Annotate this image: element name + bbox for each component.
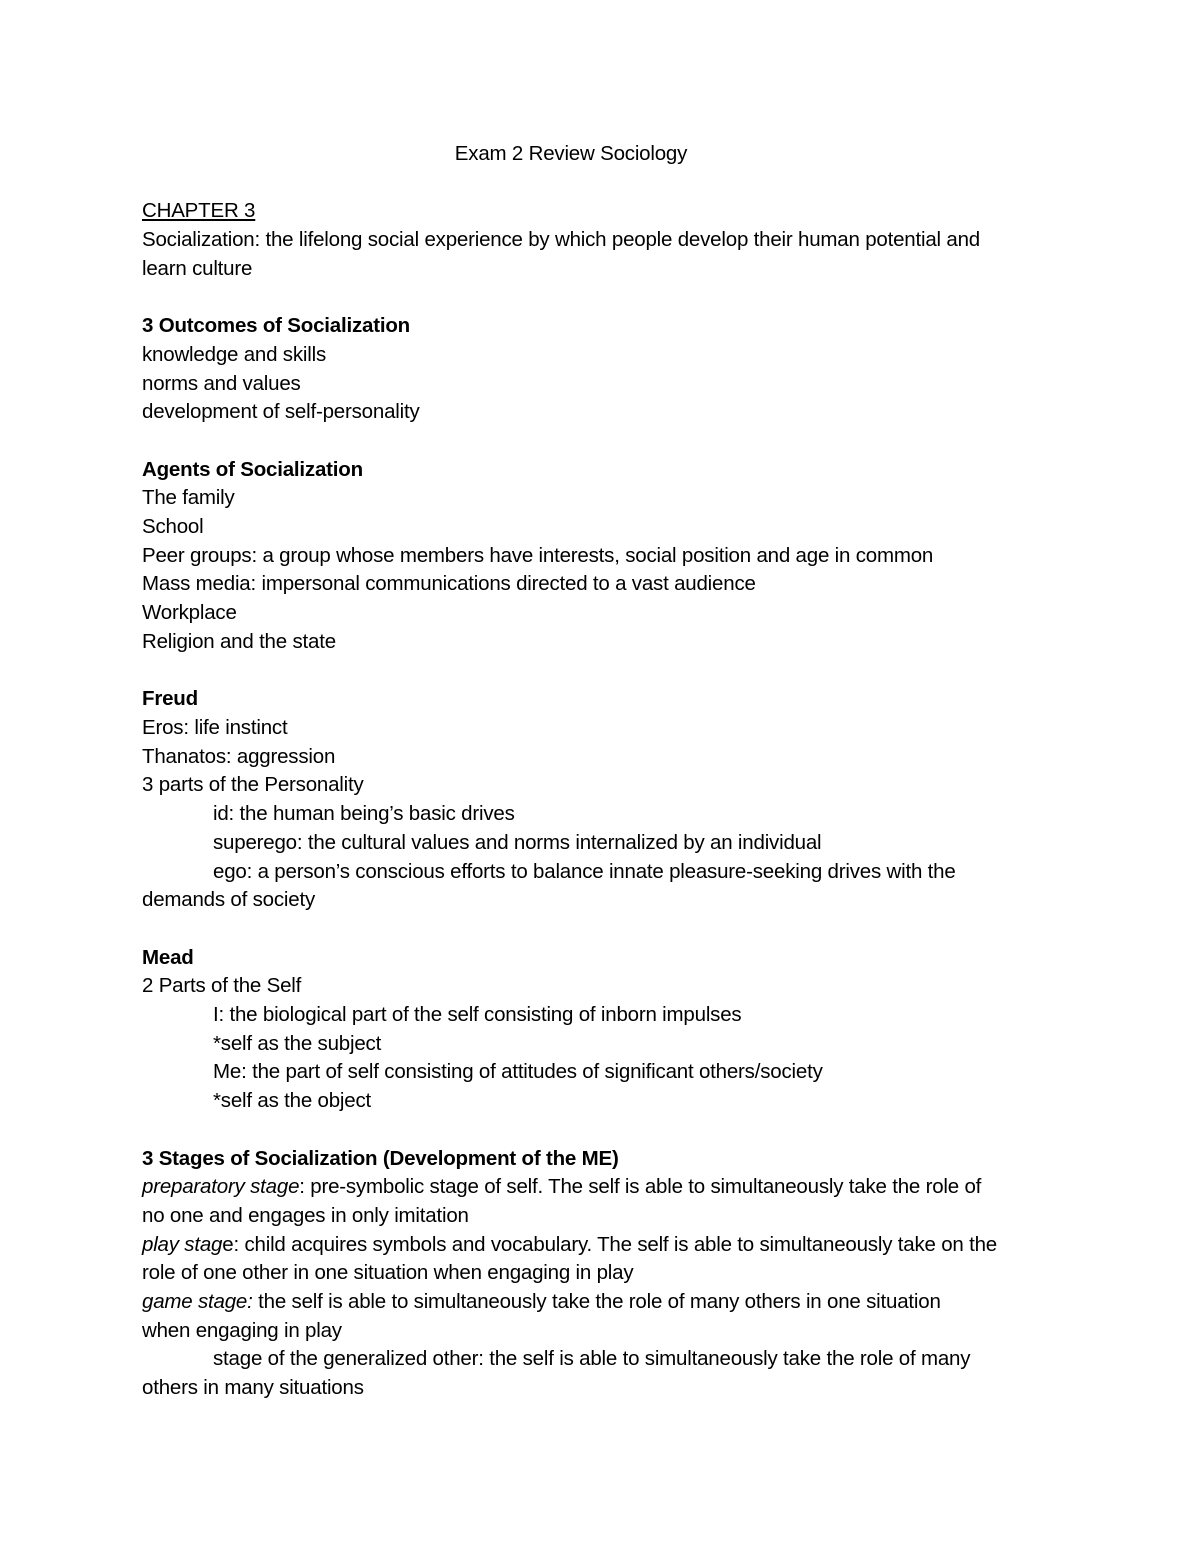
spacer: [142, 915, 1072, 944]
agents-heading: Agents of Socialization: [142, 457, 363, 481]
outcome-item: development of self-personality: [142, 400, 420, 424]
play-stage-term: play stag: [142, 1232, 223, 1256]
self-parts-heading: 2 Parts of the Self: [142, 974, 302, 998]
play-stage-line-1: [142, 1231, 1072, 1260]
spacer: [142, 169, 1072, 198]
spacer: [142, 1116, 1072, 1145]
spacer: [142, 427, 1072, 456]
preparatory-stage-line-1: [142, 1173, 1072, 1202]
stages-heading: 3 Stages of Socialization (Development of the ME): [142, 1146, 619, 1170]
superego-definition: superego: the cultural values and norms internalized by an individual: [213, 830, 822, 854]
game-stage-line-2: when engaging in play: [142, 1318, 342, 1342]
document-title: Exam 2 Review Sociology: [454, 142, 688, 165]
eros-definition: Eros: life instinct: [142, 715, 288, 739]
game-stage-line-1: [142, 1288, 1072, 1317]
preparatory-stage-text: : pre-symbolic stage of self. The self is able to simultaneously take the role of: [299, 1175, 982, 1199]
agent-item: School: [142, 515, 204, 539]
spacer: [142, 657, 1072, 686]
preparatory-stage-line-2: no one and engages in only imitation: [142, 1203, 469, 1227]
outcome-item: norms and values: [142, 371, 301, 395]
outcome-item: knowledge and skills: [142, 342, 327, 366]
outcomes-heading: 3 Outcomes of Socialization: [142, 314, 410, 338]
mead-heading: Mead: [142, 945, 194, 969]
i-definition: I: the biological part of the self consisting of inborn impulses: [213, 1003, 742, 1026]
me-definition: Me: the part of self consisting of attitudes of significant others/society: [213, 1060, 823, 1084]
preparatory-stage-term: preparatory stage: [142, 1175, 300, 1199]
i-note: *self as the subject: [213, 1031, 382, 1055]
play-stage-text: e: child acquires symbols and vocabulary. The self is able to simultaneously take on the: [222, 1232, 997, 1256]
socialization-definition-line-2: learn culture: [142, 256, 253, 280]
generalized-other-line-1: stage of the generalized other: the self is able to simultaneously take the role of many: [213, 1347, 971, 1371]
me-note: *self as the object: [213, 1089, 372, 1113]
id-definition: id: the human being’s basic drives: [213, 802, 515, 826]
socialization-definition-line-1: Socialization: the lifelong social experience by which people develop their human potential and: [142, 228, 980, 252]
freud-heading: Freud: [142, 687, 198, 711]
agent-item: Religion and the state: [142, 629, 336, 653]
game-stage-text: the self is able to simultaneously take the role of many others in one situation: [252, 1290, 941, 1314]
ego-definition-line-1: ego: a person’s conscious efforts to balance innate pleasure-seeking drives with the: [213, 859, 956, 883]
chapter-heading: CHAPTER 3: [142, 199, 256, 223]
personality-parts-heading: 3 parts of the Personality: [142, 773, 364, 797]
agent-item: Workplace: [142, 601, 237, 625]
generalized-other-line-2: others in many situations: [142, 1376, 364, 1400]
agent-item: Mass media: impersonal communications directed to a vast audience: [142, 572, 756, 596]
thanatos-definition: Thanatos: aggression: [142, 744, 336, 768]
play-stage-line-2: role of one other in one situation when engaging in play: [142, 1261, 634, 1285]
agent-item: Peer groups: a group whose members have interests, social position and age in common: [142, 543, 934, 567]
document-page: [142, 140, 1072, 1403]
spacer: [142, 283, 1072, 312]
game-stage-term: game stage:: [142, 1290, 253, 1314]
agent-item: The family: [142, 486, 235, 510]
ego-definition-line-2: demands of society: [142, 888, 316, 912]
